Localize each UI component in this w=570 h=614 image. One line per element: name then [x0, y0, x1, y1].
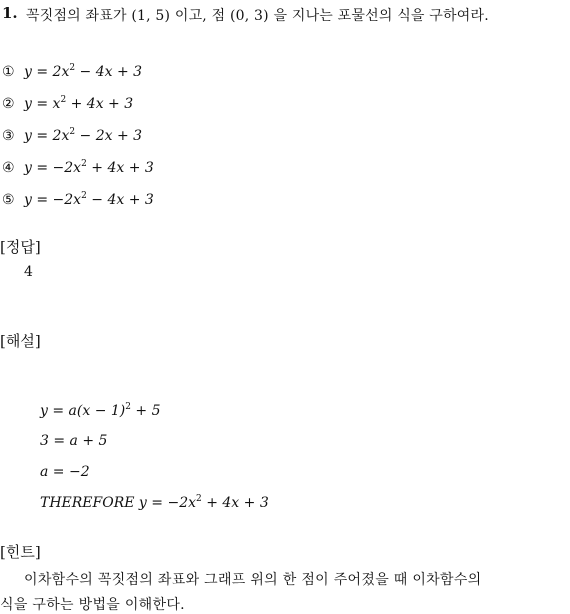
- choice-expression-lhs: y = 2x: [24, 128, 70, 144]
- choice-expression-lhs: y = −2x: [24, 192, 82, 208]
- choice-exponent: 2: [69, 63, 76, 73]
- choice-exponent: 2: [81, 191, 87, 201]
- choice-marker: ③: [2, 128, 15, 144]
- solution-heading: [해설]: [0, 332, 41, 350]
- choice-exponent: 2: [69, 127, 76, 137]
- solution-line-4: THEREFORE $y = -2x^2 + 4x + 3$: [40, 494, 269, 511]
- choice-marker: ④: [2, 160, 15, 176]
- choice-expression-rhs: − 2x + 3: [75, 128, 143, 144]
- choice-expression-lhs: y = −2x: [24, 160, 82, 176]
- hint-text-line-1: 이차함수의 꼭짓점의 좌표와 그래프 위의 한 점이 주어졌을 때 이차함수의: [24, 572, 482, 588]
- solution-line-2: 3 = a + 5: [40, 433, 108, 449]
- choice-marker: ⑤: [2, 192, 15, 208]
- choice-5[interactable]: [2, 191, 154, 208]
- question-number: 1.: [2, 4, 18, 22]
- choice-1[interactable]: [2, 63, 142, 80]
- choice-expression-rhs: − 4x + 3: [75, 64, 143, 80]
- choice-expression-rhs: − 4x + 3: [86, 192, 154, 208]
- hint-text-line-2: 식을 구하는 방법을 이해한다.: [0, 597, 185, 613]
- choice-exponent: 2: [60, 95, 67, 105]
- choice-marker: ①: [2, 64, 15, 80]
- answer-value: 4: [24, 264, 33, 280]
- hint-heading: [힌트]: [0, 543, 41, 561]
- choice-expression-lhs: y = x: [24, 96, 61, 112]
- choice-expression-rhs: + 4x + 3: [86, 160, 154, 176]
- choice-expression-rhs: + 4x + 3: [66, 96, 134, 112]
- solution-line-1: $y = a(x - 1)^2 + 5$: [40, 402, 161, 419]
- choice-3[interactable]: [2, 127, 142, 144]
- choice-marker: ②: [2, 96, 15, 112]
- answer-heading: [정답]: [0, 238, 41, 256]
- choice-expression-lhs: y = 2x: [24, 64, 70, 80]
- solution-line-3: a = −2: [40, 464, 90, 480]
- choice-2[interactable]: [2, 95, 133, 112]
- choice-exponent: 2: [81, 159, 87, 169]
- choice-4[interactable]: [2, 159, 154, 176]
- question-text: 꼭짓점의 좌표가 (1, 5) 이고, 점 (0, 3) 을 지나는 포물선의 식을 구하여라.: [26, 8, 489, 24]
